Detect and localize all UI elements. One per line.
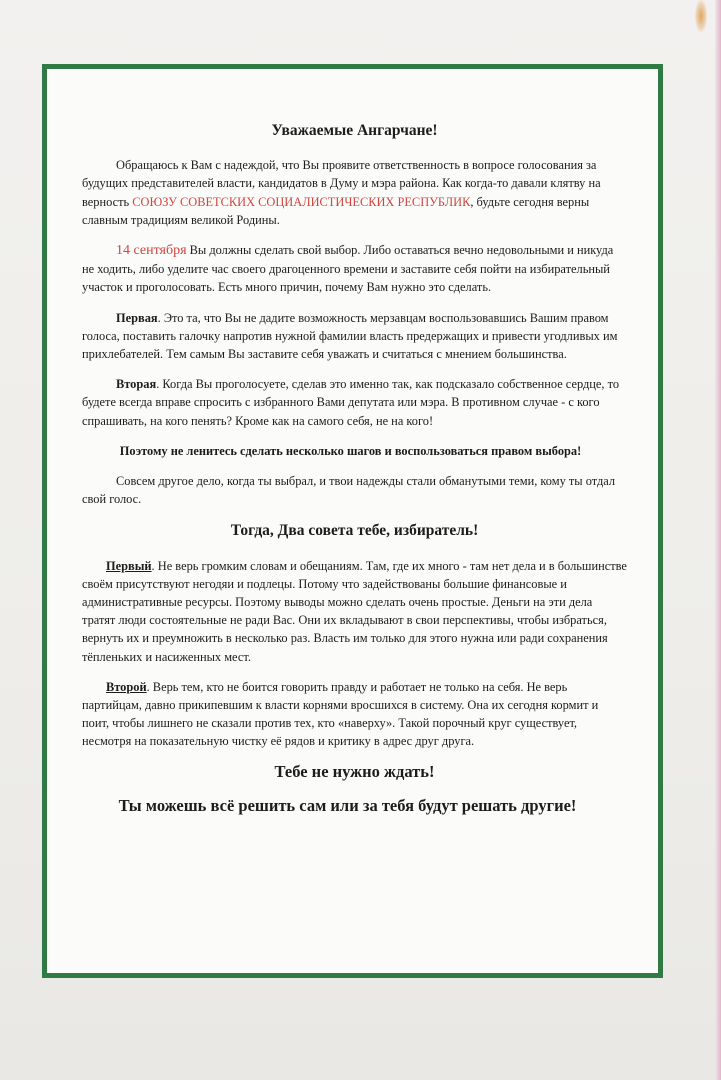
appeal-text: Обращаюсь к Вам с надеждой, что Вы проявите ответственность в вопросе голосования за будущих представителей власти, кандидатов в Думу и мэра района. Как когда-то давали клятву на верность (82, 158, 601, 209)
first-advice-lead: Первый (106, 558, 152, 573)
first-reason-lead: Первая (116, 310, 158, 325)
paragraph-first-advice (82, 557, 627, 666)
final-heading: Ты можешь всё решить сам или за тебя будут решать другие! (118, 795, 577, 815)
call-to-action: Поэтому не ленитесь сделать несколько шагов и воспользоваться правом выбора! (119, 443, 582, 458)
ussr-highlight: СОЮЗУ СОВЕТСКИХ СОЦИАЛИСТИЧЕСКИХ РЕСПУБЛИК (132, 194, 471, 209)
paragraph-date (82, 241, 627, 297)
corner-stain (695, 0, 707, 32)
wait-heading: Тебе не нужно ждать! (274, 761, 435, 781)
first-advice-text: . Не верь громким словам и обещаниям. Там, где их много - там нет дела и в большинстве своём присутствуют негодяи и подлецы. Потому что задействованы большие финансовые и административные ресурсы. Поэтому выводы можно сделать очень простые. Деньги на эти дела тратят люди состоятельные не ради Вас. Они их вкладывают в свои перспективы, чтобы избраться, вернуть их и преумножить в несколько раз. Власть им только для этого нужна или ради сохранения тёпленьких и насиженных мест. (82, 558, 627, 664)
letter-body (82, 100, 627, 815)
paragraph-second-reason (82, 375, 627, 430)
first-reason-text: . Это та, что Вы не дадите возможность мерзавцам воспользовавшись Вашим правом голоса, поставить галочку напротив нужной фамилии власть предержащих и привести угодливых им прихлебателей. Тем самым Вы заставите себя уважать и считаться с мнением большинства. (82, 310, 618, 362)
paragraph-second-advice (82, 678, 627, 751)
second-reason-lead: Вторая (116, 377, 157, 392)
paragraph-appeal (82, 156, 627, 229)
second-advice-lead: Второй (106, 679, 147, 694)
paper-edge (715, 0, 721, 1080)
advice-heading: Тогда, Два совета тебе, избиратель! (230, 522, 479, 540)
date-text: Вы должны сделать свой выбор. Либо оставаться вечно недовольными и никуда не ходить, либо уделите час своего драгоценного времени и заставите себя пойти на избирательный участок и проголосовать. Есть много причин, почему Вам нужно это сделать. (82, 243, 614, 295)
appeal-end: , будьте сегодня верны славным традициям великой Родины. (82, 194, 590, 227)
greeting-title: Уважаемые Ангарчане! (271, 122, 438, 139)
second-reason-text: . Когда Вы проголосуете, сделав это именно так, как подсказало собственное сердце, то будете всегда вправе спросить с избранного Вами депутата или мэра. В противном случае - с кого спрашивать, на кого пенять? Кроме как на самого себя, не на кого! (82, 377, 620, 428)
second-advice-text: . Верь тем, кто не боится говорить правду и работает не только на себя. Не верь партийцам, давно прикипевшим к власти корнями вросшихся в систему. Она их сегодня кормит и поит, чтобы лишнего не сказали против тех, кто «наверху». Такой порочный круг существует, несмотря на показательную чистку её рядов и критику в адрес друг друга. (82, 679, 599, 749)
paragraph-first-reason (82, 309, 627, 364)
election-date: 14 сентября (116, 243, 187, 259)
paragraph-deceived: Совсем другое дело, когда ты выбрал, и твои надежды стали обманутыми теми, кому ты отдал свой голос. (82, 474, 616, 507)
